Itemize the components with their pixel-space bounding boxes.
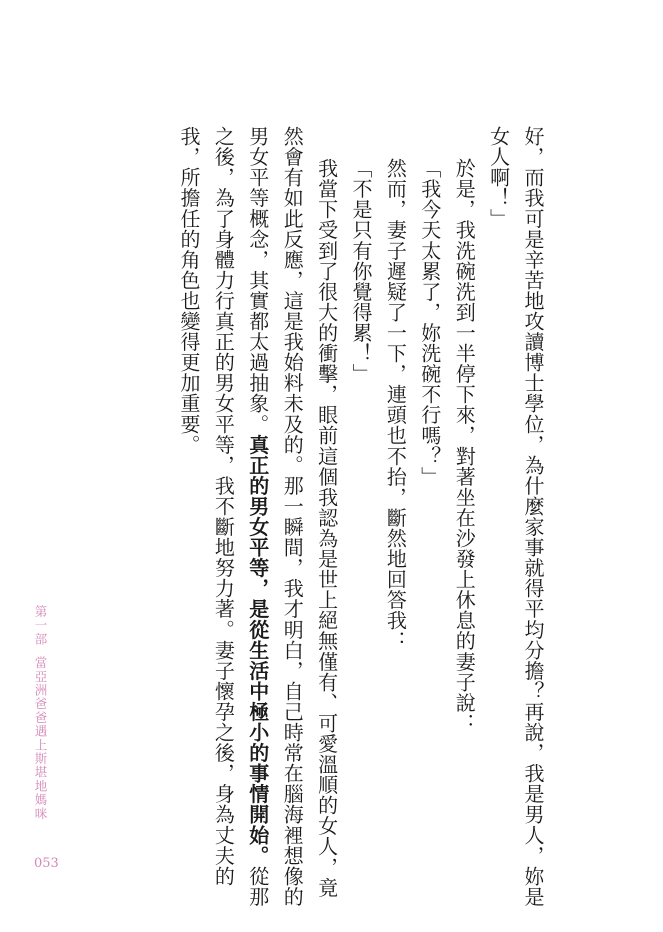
- text-segment: 然會有如此反應，這是我始料未及的。那一瞬間，我才明白，自己時常在腦海裡想像的: [280, 126, 305, 907]
- text-column: [486, 126, 512, 229]
- text-column: [348, 158, 374, 384]
- text-segment: 之後，為了身體力行真正的男女平等，我不斷地努力著。妻子懷孕之後，身為丈夫的: [211, 126, 236, 887]
- text-segment: 於是，我洗碗洗到一半停下來，對著坐在沙發上休息的妻子說：: [452, 158, 477, 734]
- text-segment: 我當下受到了很大的衝擊，眼前這個我認為是世上絕無僅有、可愛溫順的女人，竟: [314, 158, 339, 898]
- text-column: [279, 126, 305, 907]
- text-column: [451, 158, 477, 733]
- text-column: [176, 126, 202, 455]
- text-column: [210, 126, 236, 886]
- text-segment: 「不是只有你覺得累！」: [349, 158, 373, 385]
- part-label: 第一部: [33, 605, 48, 647]
- text-column: [417, 158, 443, 487]
- text-column: [382, 158, 408, 651]
- text-column: [520, 126, 546, 907]
- text-segment: 我，所擔任的角色也變得更加重要。: [177, 126, 201, 455]
- running-header: [31, 605, 49, 821]
- page-number: 053: [34, 856, 59, 871]
- text-segment: 然而，妻子遲疑了一下，連頭也不抬，斷然地回答我：: [383, 158, 408, 652]
- text-column: [314, 158, 340, 898]
- text-column: [245, 126, 271, 907]
- text-segment: 男女平等概念，其實都太過抽象。: [245, 126, 270, 435]
- emphasis-text: 真正的男女平等，是從生活中極小的事情開始。: [245, 434, 270, 866]
- text-segment: 從那: [245, 865, 270, 907]
- text-segment: 女人啊！」: [486, 126, 511, 229]
- text-segment: 「我今天太累了，妳洗碗不行嗎？」: [417, 158, 442, 487]
- chapter-title: 當亞洲爸爸遇上斯堪地媽咪: [33, 656, 48, 821]
- text-segment: 好，而我可是辛苦地攻讀博士學位，為什麼家事就得平均分擔？再說，我是男人，妳是: [521, 126, 545, 907]
